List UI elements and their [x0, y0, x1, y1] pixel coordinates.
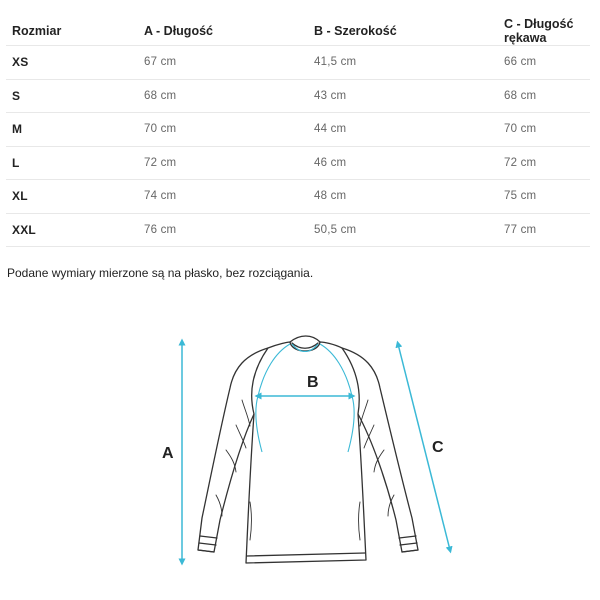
width-cell: 41,5 cm: [308, 46, 498, 80]
width-cell: 46 cm: [308, 146, 498, 180]
header-width: B - Szerokość: [314, 23, 397, 38]
width-cell: 43 cm: [308, 79, 498, 113]
size-cell: L: [6, 146, 138, 180]
size-table: [6, 16, 590, 247]
width-cell: 48 cm: [308, 180, 498, 214]
sleeve-cell: 70 cm: [498, 113, 590, 147]
label-c: C: [432, 439, 444, 456]
table-row: [6, 46, 590, 80]
size-cell: M: [6, 113, 138, 147]
size-cell: XL: [6, 180, 138, 214]
sleeve-cell: 72 cm: [498, 146, 590, 180]
table-row: [6, 180, 590, 214]
shirt-measurement-diagram: [150, 330, 460, 570]
header-sleeve-length: C - Długość rękawa: [504, 16, 574, 45]
length-cell: 67 cm: [138, 46, 308, 80]
size-cell: XXL: [6, 213, 138, 247]
label-a: A: [162, 445, 174, 462]
table-row: [6, 146, 590, 180]
sleeve-cell: 66 cm: [498, 46, 590, 80]
width-cell: 44 cm: [308, 113, 498, 147]
header-length: A - Długość: [144, 23, 213, 38]
header-size: Rozmiar: [12, 23, 62, 38]
table-row: [6, 79, 590, 113]
length-cell: 72 cm: [138, 146, 308, 180]
table-row: [6, 113, 590, 147]
long-sleeve-shirt-illustration: [198, 336, 418, 563]
sleeve-cell: 68 cm: [498, 79, 590, 113]
sleeve-cell: 75 cm: [498, 180, 590, 214]
table-header-row: [6, 16, 590, 46]
size-cell: XS: [6, 46, 138, 80]
length-cell: 70 cm: [138, 113, 308, 147]
label-b: B: [307, 374, 319, 391]
width-cell: 50,5 cm: [308, 213, 498, 247]
measurement-note: Podane wymiary mierzone są na płasko, bez rozciągania.: [7, 266, 314, 280]
sleeve-cell: 77 cm: [498, 213, 590, 247]
length-cell: 76 cm: [138, 213, 308, 247]
table-row: [6, 213, 590, 247]
size-cell: S: [6, 79, 138, 113]
length-cell: 74 cm: [138, 180, 308, 214]
length-cell: 68 cm: [138, 79, 308, 113]
